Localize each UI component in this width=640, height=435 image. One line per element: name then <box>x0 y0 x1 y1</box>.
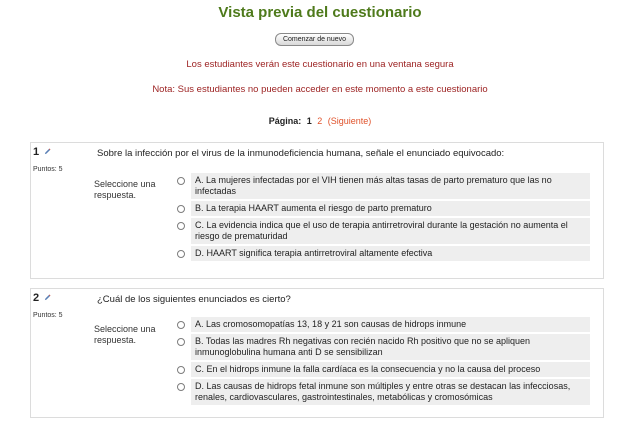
question-text: Sobre la infección por el virus de la inmunodeficiencia humana, señale el enunciado equivocado: <box>97 148 505 159</box>
answer-option-d[interactable] <box>174 379 590 405</box>
answer-list <box>174 173 590 263</box>
page-2-link[interactable]: 2 <box>317 116 323 126</box>
page-title: Vista previa del cuestionario <box>218 4 422 21</box>
pagination-label: Página: <box>268 116 302 126</box>
current-page: 1 <box>306 116 312 126</box>
answer-text: A. La mujeres infectadas por el VIH tienen más altas tasas de parto prematuro que las no infectadas <box>191 173 590 199</box>
question-points: Puntos: 5 <box>33 312 63 319</box>
answer-option-a[interactable] <box>174 173 590 199</box>
answer-text: A. Las cromosomopatías 13, 18 y 21 son causas de hidrops inmune <box>191 317 590 332</box>
answer-list <box>174 317 590 407</box>
edit-question-icon[interactable] <box>44 294 51 301</box>
question-1 <box>30 142 604 279</box>
question-number: 2 <box>33 292 40 304</box>
question-points: Puntos: 5 <box>33 166 63 173</box>
answer-text: B. Todas las madres Rh negativas con recién nacido Rh positivo que no se apliquen inmunoglobulina humana anti D se sensibilizan <box>191 334 590 360</box>
radio-button[interactable] <box>177 383 185 391</box>
restart-button[interactable]: Comenzar de nuevo <box>275 33 354 46</box>
edit-question-icon[interactable] <box>44 148 51 155</box>
pagination <box>0 116 640 126</box>
radio-button[interactable] <box>177 338 185 346</box>
answer-option-c[interactable] <box>174 218 590 244</box>
radio-button[interactable] <box>177 222 185 230</box>
answer-text: D. HAART significa terapia antirretroviral altamente efectiva <box>191 246 590 261</box>
answer-text: D. Las causas de hidrops fetal inmune son múltiples y entre otras se destacan las infecciosas, renales, cardiovasculares, gastrointestinales, metabólicas y cromosómicas <box>191 379 590 405</box>
secure-window-notice: Los estudiantes verán este cuestionario en una ventana segura <box>186 59 454 70</box>
answer-option-b[interactable] <box>174 201 590 216</box>
access-notice: Nota: Sus estudiantes no pueden acceder en este momento a este cuestionario <box>152 84 488 95</box>
answer-option-c[interactable] <box>174 362 590 377</box>
answer-text: B. La terapia HAART aumenta el riesgo de parto prematuro <box>191 201 590 216</box>
answer-option-b[interactable] <box>174 334 590 360</box>
radio-button[interactable] <box>177 321 185 329</box>
answer-option-a[interactable] <box>174 317 590 332</box>
question-text: ¿Cuál de los siguientes enunciados es cierto? <box>97 294 291 305</box>
question-2 <box>30 288 604 418</box>
answer-text: C. En el hidrops inmune la falla cardíaca es la consecuencia y no la causa del proceso <box>191 362 590 377</box>
radio-button[interactable] <box>177 250 185 258</box>
answer-prompt: Seleccione una respuesta. <box>94 324 156 345</box>
answer-text: C. La evidencia indica que el uso de terapia antirretroviral durante la gestación no aumenta el riesgo de prematuridad <box>191 218 590 244</box>
next-page-link[interactable]: (Siguiente) <box>327 116 372 126</box>
answer-option-d[interactable] <box>174 246 590 261</box>
question-number: 1 <box>33 146 40 158</box>
radio-button[interactable] <box>177 177 185 185</box>
radio-button[interactable] <box>177 205 185 213</box>
answer-prompt: Seleccione una respuesta. <box>94 179 156 200</box>
radio-button[interactable] <box>177 366 185 374</box>
